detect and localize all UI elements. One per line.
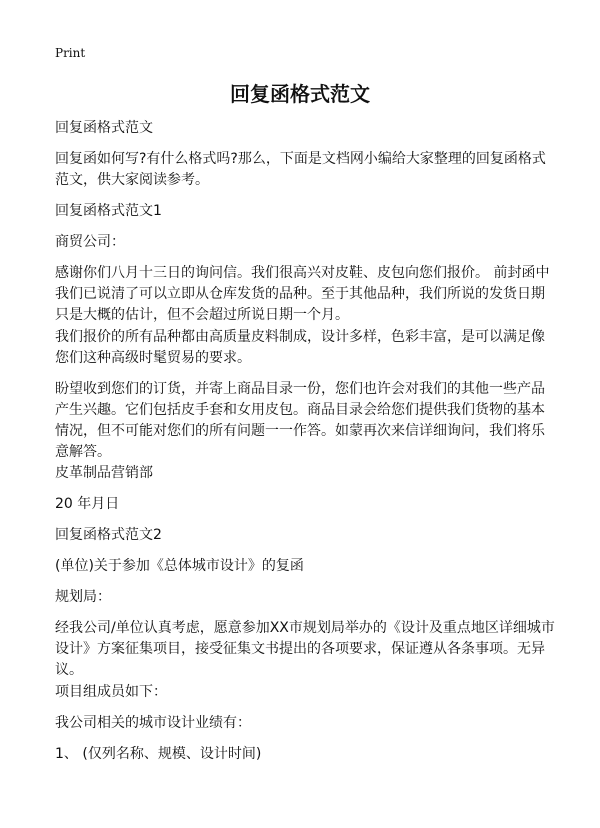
paragraph-salutation-2: 规划局： bbox=[55, 589, 111, 605]
paragraph-salutation-1: 商贸公司： bbox=[55, 234, 125, 250]
paragraph-body-1: 感谢你们八月十三日的询问信。我们很高兴对皮鞋、皮包向您们报价。 前封函中我们已说清了可以立即从仓库发货的品种。至于其他品种，我们所说的发货日期只是大概的估计，但不会超过所说日期一个月。 bbox=[55, 265, 550, 323]
print-label: Print bbox=[55, 46, 86, 60]
document-title: 回复函格式范文 bbox=[230, 82, 370, 106]
paragraph-subtitle: 回复函格式范文 bbox=[55, 120, 153, 136]
paragraph-members: 项目组成员如下： bbox=[55, 684, 167, 700]
paragraph-signature: 皮革制品营销部 bbox=[55, 465, 153, 481]
paragraph-body-3: 盼望收到您们的订货，并寄上商品目录一份，您们也许会对我们的其他一些产品产生兴趣。它们包括皮手套和女用皮包。商品目录会给您们提供我们货物的基本情况，但不可能对您们的所有问题一一作答。如蒙再次来信详细询问，我们将乐意解答。 bbox=[55, 381, 545, 460]
paragraph-intro: 回复函如何写?有什么格式吗?那么，下面是文档网小编给大家整理的回复函格式范文，供大家阅读参考。 bbox=[55, 151, 546, 188]
paragraph-sample-1-heading: 回复函格式范文1 bbox=[55, 203, 162, 219]
paragraph-list-item-1: 1、 (仅列名称、规模、设计时间) bbox=[55, 746, 262, 762]
paragraph-body-4: 经我公司/单位认真考虑，愿意参加XX市规划局举办的《设计及重点地区详细城市设计》方案征集项目，接受征集文书提出的各项要求，保证遵从各条事项。无异议。 bbox=[55, 620, 555, 678]
paragraph-sample-2-heading: 回复函格式范文2 bbox=[55, 527, 162, 543]
paragraph-achievements: 我公司相关的城市设计业绩有： bbox=[55, 715, 251, 731]
paragraph-date: 20 年月日 bbox=[55, 496, 120, 512]
paragraph-body-2: 我们报价的所有品种都由高质量皮料制成，设计多样，色彩丰富，是可以满足像您们这种高级时髦贸易的要求。 bbox=[55, 329, 545, 366]
paragraph-reply-title: (单位)关于参加《总体城市设计》的复函 bbox=[55, 558, 304, 574]
